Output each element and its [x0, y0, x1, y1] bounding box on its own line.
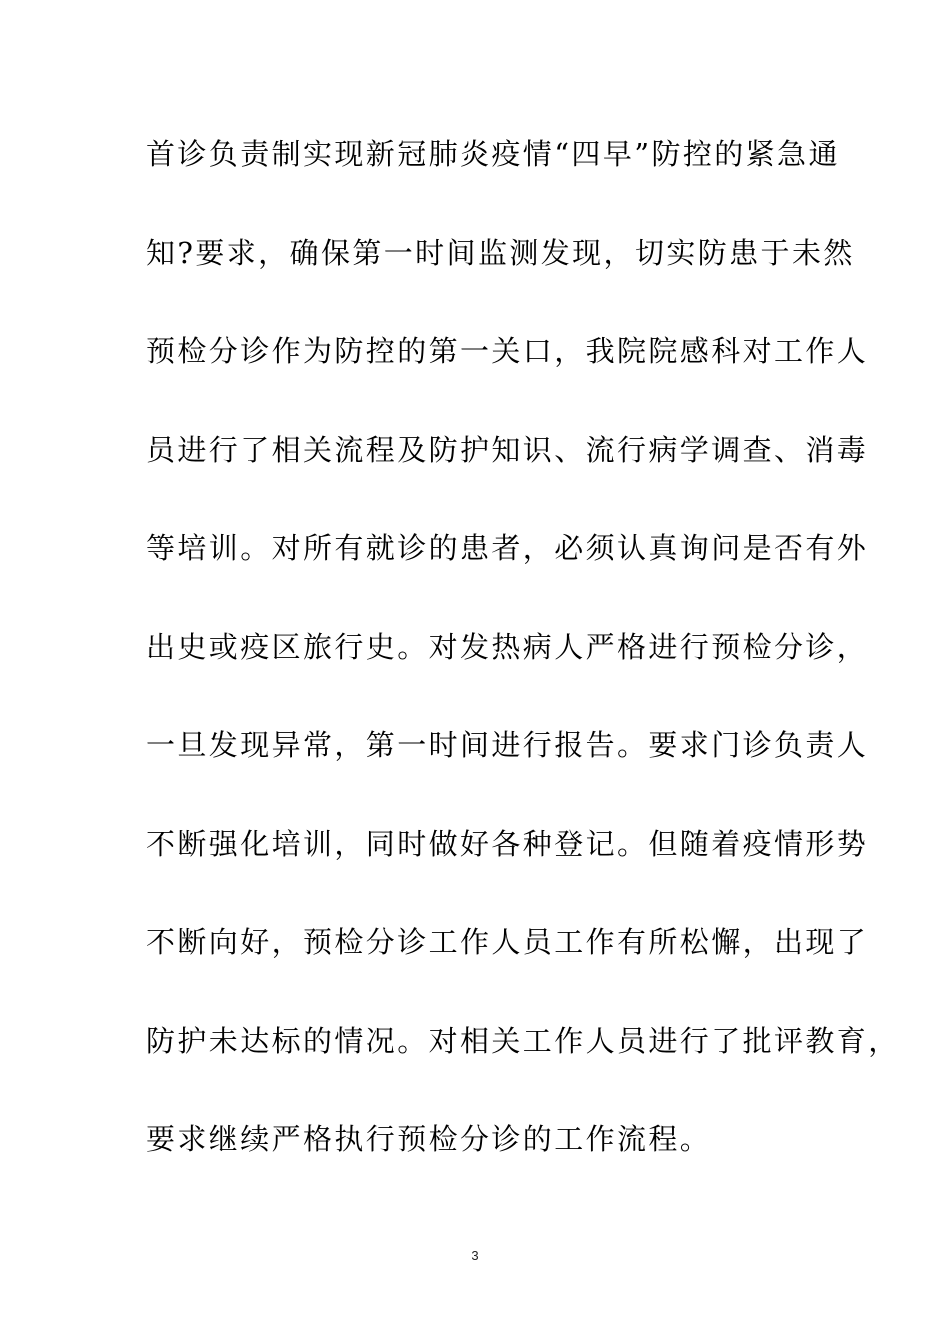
text-line: 出史或疫区旅行史。对发热病人严格进行预检分诊，: [146, 629, 869, 664]
text-line: 员进行了相关流程及防护知识、流行病学调查、消毒: [146, 432, 869, 467]
text-line: 防护未达标的情况。对相关工作人员进行了批评教育，: [146, 1023, 900, 1058]
text-line: 等培训。对所有就诊的患者，必须认真询问是否有外: [146, 531, 869, 565]
text-line: 不断向好，预检分诊工作人员工作有所松懈，出现了: [146, 925, 869, 959]
text-line: 要求继续严格执行预检分诊的工作流程。: [146, 1122, 712, 1156]
text-line: 预检分诊作为防控的第一关口，我院院感科对工作人: [146, 334, 869, 368]
text-line: 不断强化培训，同时做好各种登记。但随着疫情形势: [146, 826, 869, 861]
text-line: 首诊负责制实现新冠肺炎疫情“四早”防控的紧急通: [146, 137, 840, 171]
text-line: 知?要求，确保第一时间监测发现，切实防患于未然: [146, 235, 855, 270]
text-line: 一旦发现异常，第一时间进行报告。要求门诊负责人: [146, 728, 869, 762]
page-number: 3: [471, 1248, 479, 1263]
body-paragraph: [146, 128, 900, 1212]
